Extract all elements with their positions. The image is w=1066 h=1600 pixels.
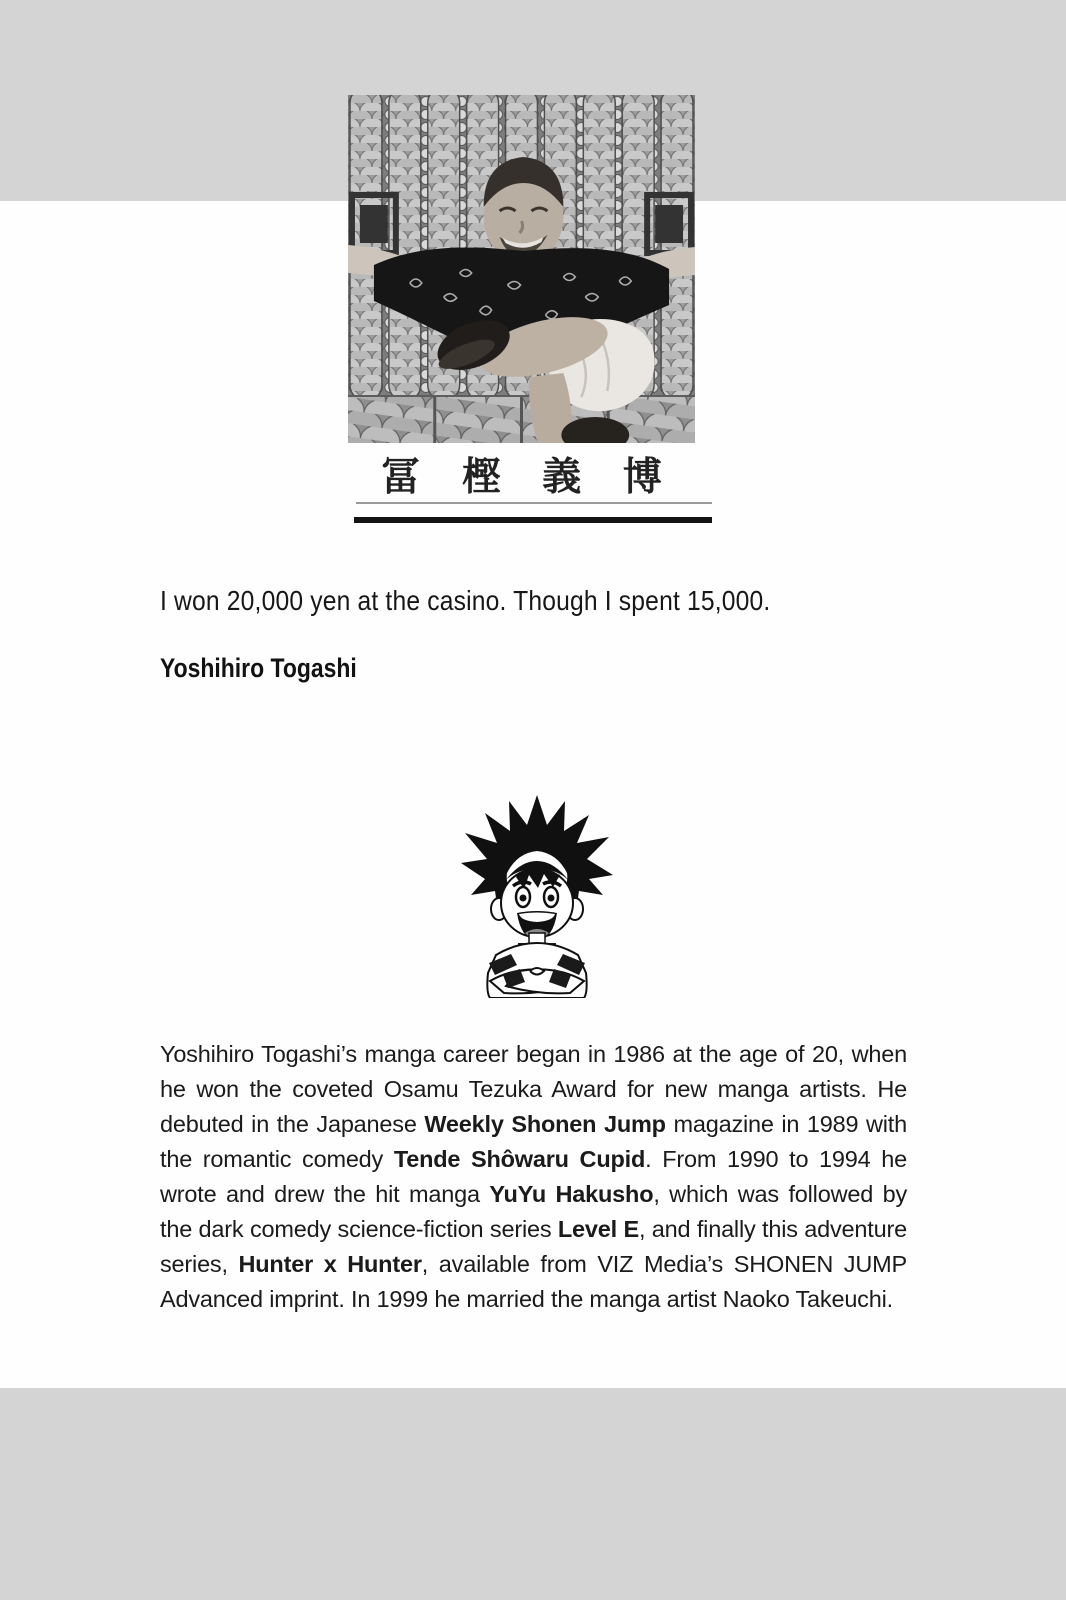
bottom-gray-band — [0, 1388, 1066, 1600]
character-illustration — [456, 793, 618, 998]
thick-divider-rule — [354, 517, 712, 523]
author-name: Yoshihiro Togashi — [160, 653, 357, 683]
author-name-kanji: 冨 樫 義 博 — [381, 455, 676, 500]
author-photo-illustration — [348, 95, 695, 443]
author-bio: Yoshihiro Togashi’s manga career began in 1986 at the age of 20, when he won the coveted Osamu Tezuka Award for new manga artists. He debuted in the Japanese Weekly Shonen Jump magazine in 1989 with the romantic comedy Tende Shôwaru Cupid. From 1990 to 1994 he wrote and drew the hit manga YuYu Hakusho, which was followed by the dark comedy science-fiction series Level E, and finally this adventure series, Hunter x Hunter, available from VIZ Media’s SHONEN JUMP Advanced imprint. In 1999 he married the manga artist Naoko Takeuchi. — [160, 1041, 908, 1312]
gon-illustration — [456, 793, 618, 998]
author-photo — [348, 95, 695, 443]
author-quote: I won 20,000 yen at the casino. Though I spent 15,000. — [160, 585, 771, 616]
thin-divider-rule — [356, 502, 712, 504]
